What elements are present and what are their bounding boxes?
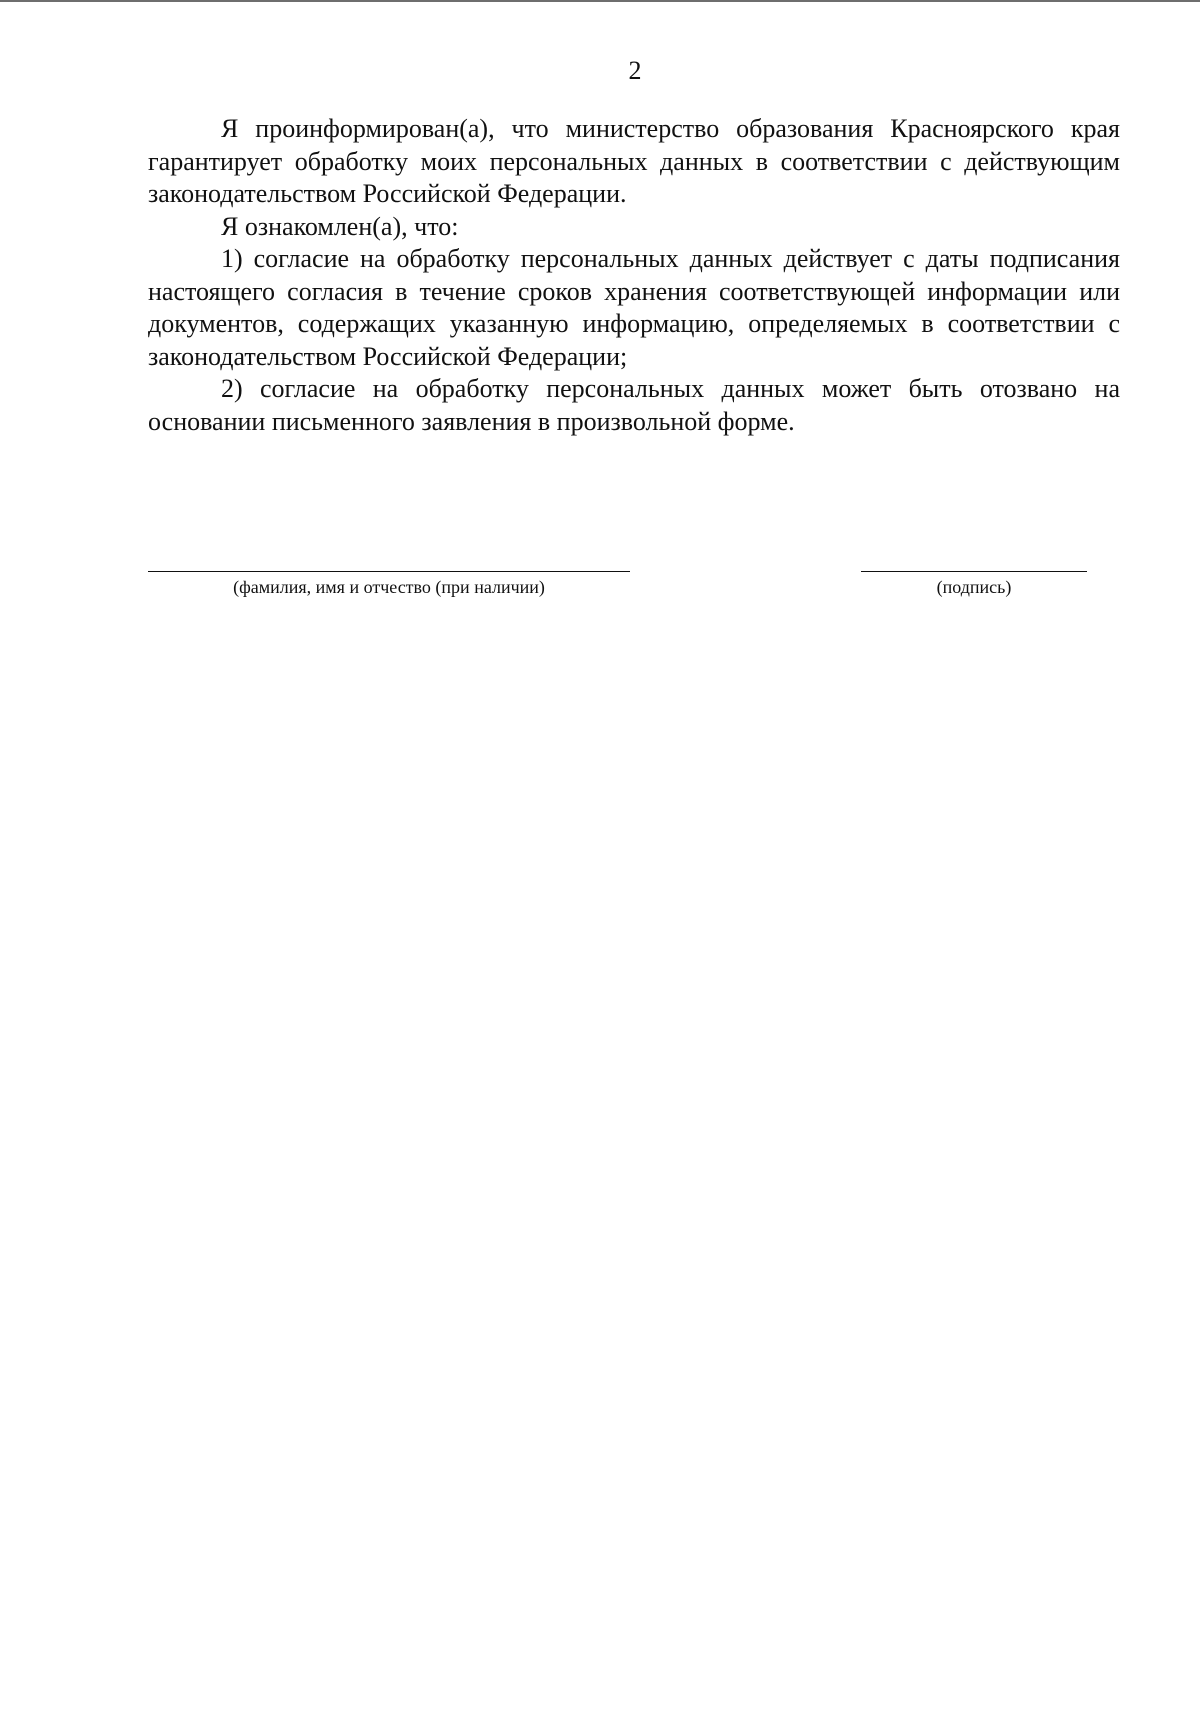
page-top-edge (0, 0, 1200, 2)
signature-line (861, 571, 1087, 572)
paragraph-item-1: 1) согласие на обработку персональных данных действует с даты подписания настоящего согласия в течение сроков хранения соответствующей информации или документов, содержащих указанную информацию, определяемых в соответствии с законодательством Российской Федерации; (148, 244, 1120, 371)
paragraph-informed: Я проинформирован(а), что министерство образования Красноярского края гарантирует обработку моих персональных данных в соответствии с действующим законодательством Российской Федерации. (148, 114, 1120, 208)
full-name-caption: (фамилия, имя и отчество (при наличии) (233, 577, 545, 597)
signature-caption: (подпись) (936, 577, 1012, 597)
full-name-line (148, 571, 630, 572)
paragraph-item-2: 2) согласие на обработку персональных данных может быть отозвано на основании письменного заявления в произвольной форме. (148, 374, 1120, 436)
page-number: 2 (628, 56, 642, 85)
document-body (148, 113, 1120, 438)
paragraph-acknowledged: Я ознакомлен(а), что: (221, 211, 459, 241)
